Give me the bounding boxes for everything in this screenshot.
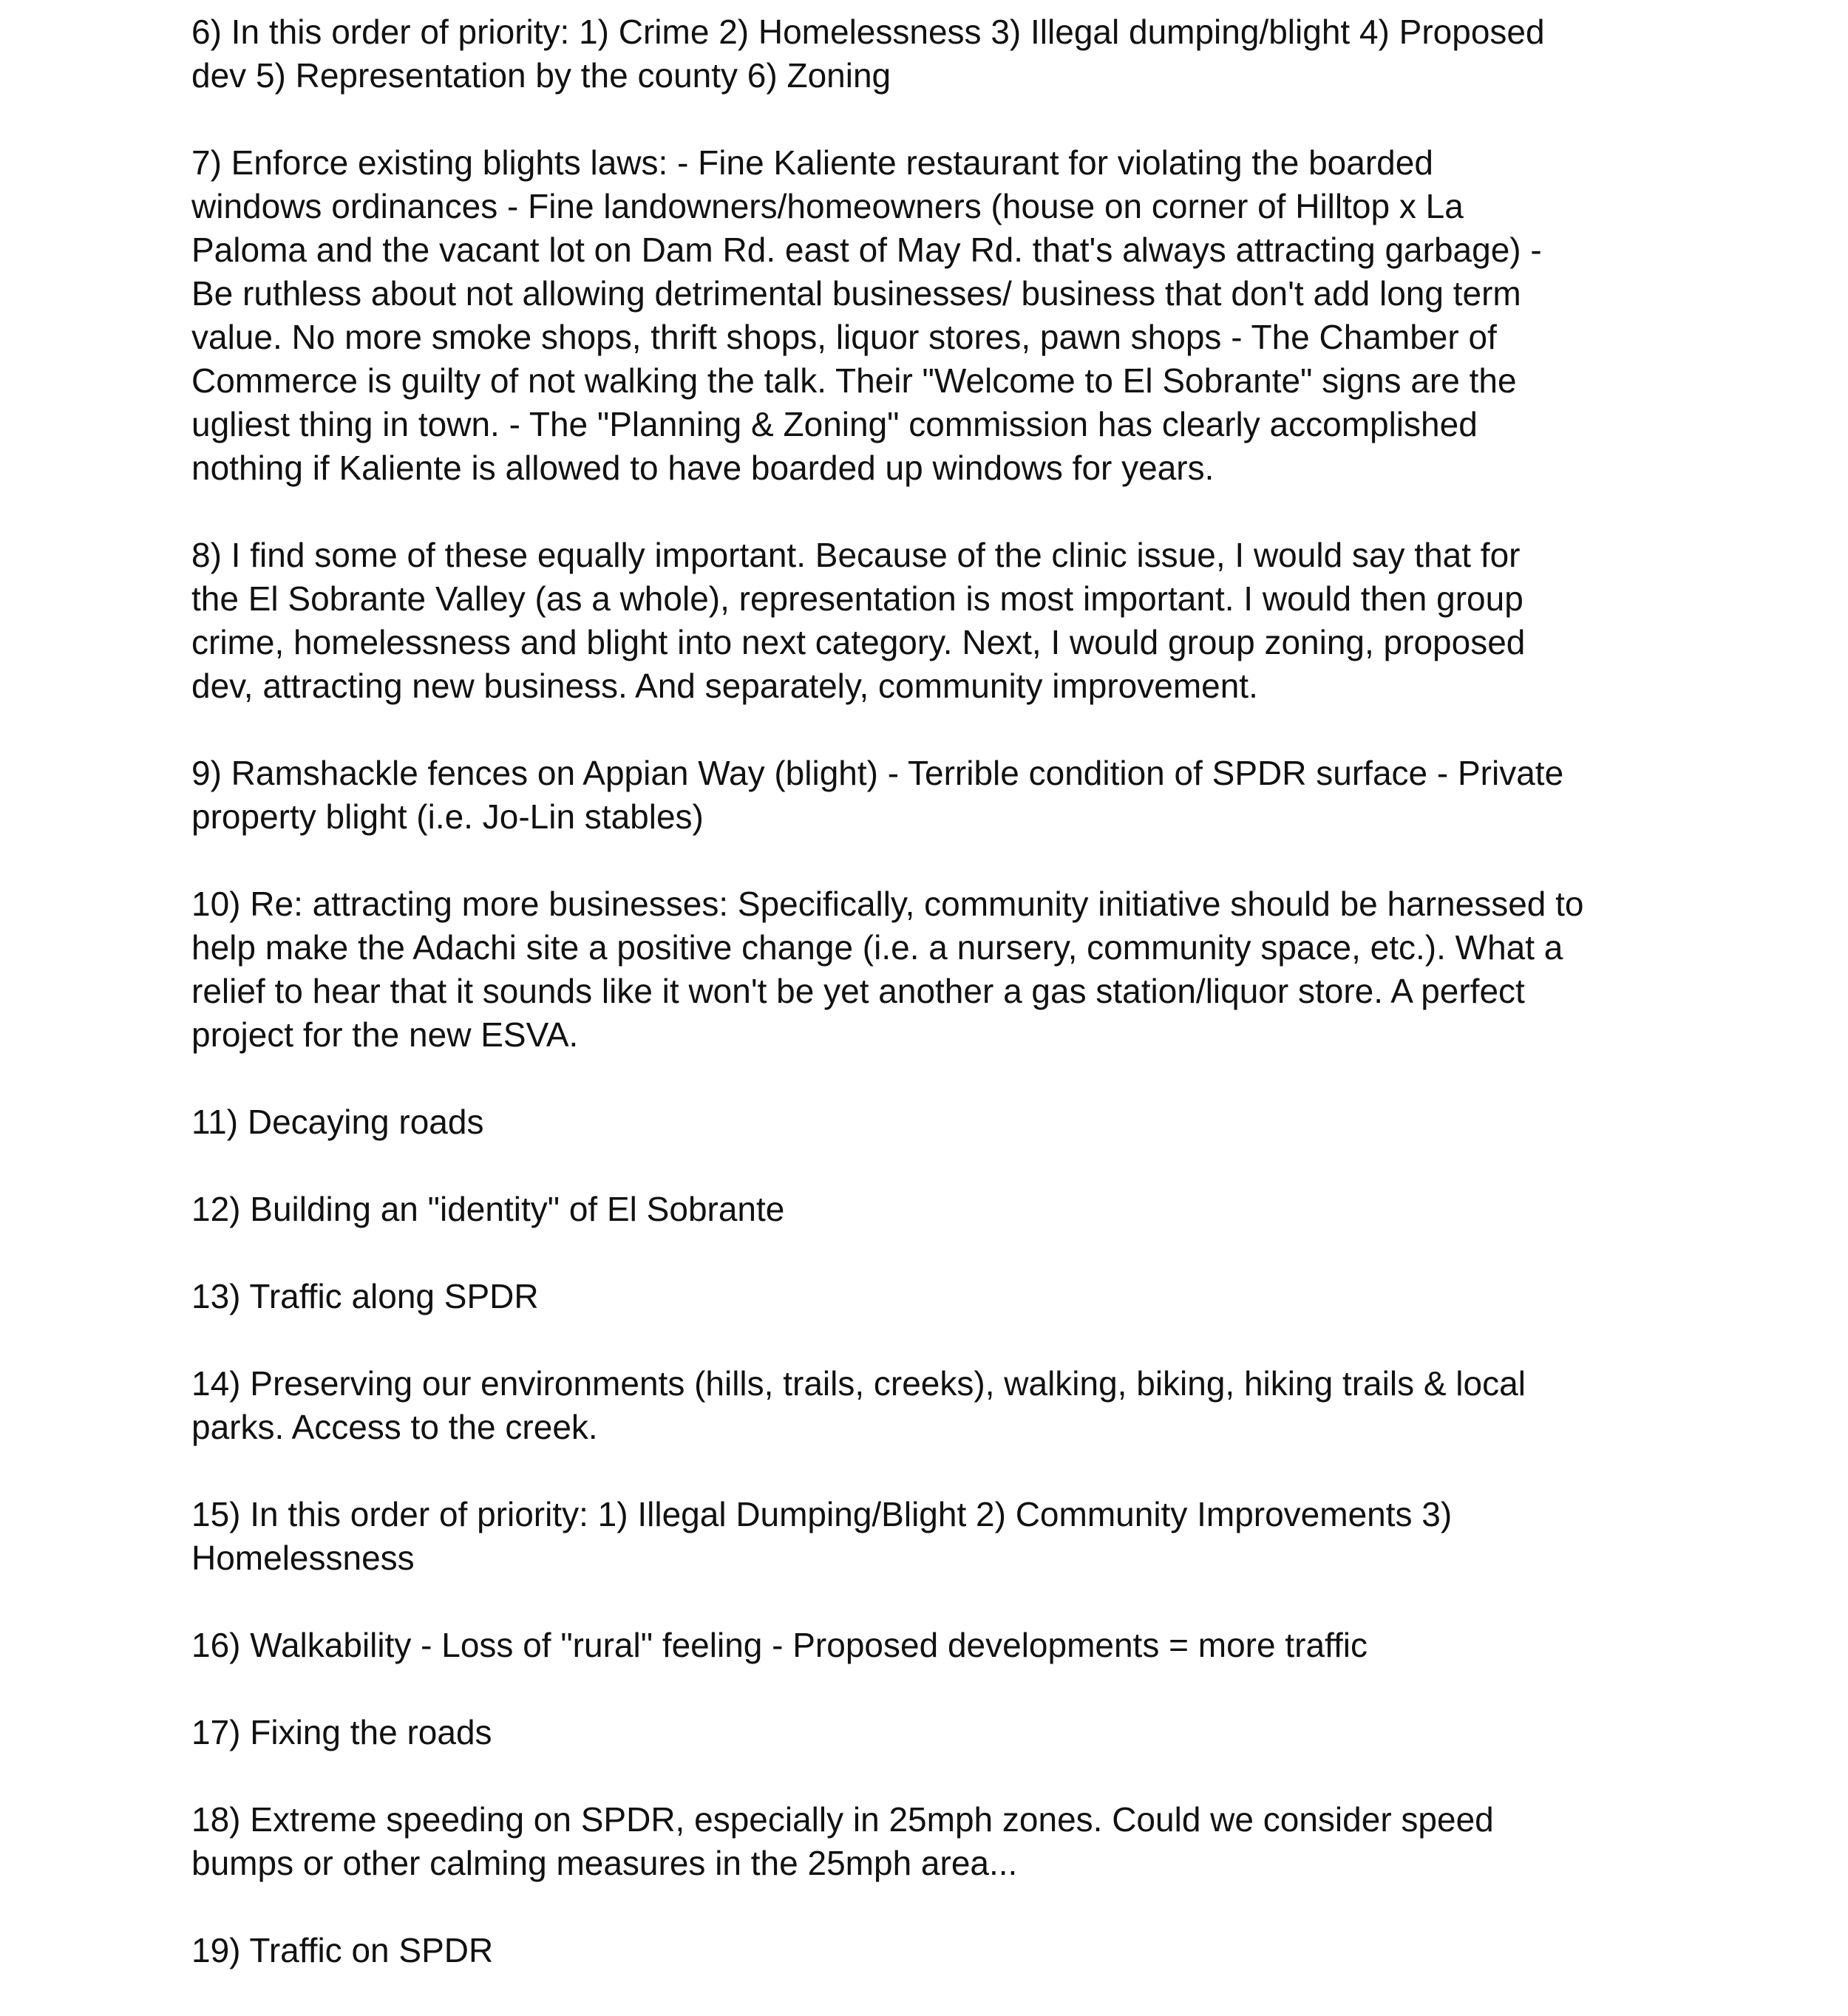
comment-paragraph — [191, 752, 1670, 839]
comment-line: Homelessness — [191, 1539, 415, 1577]
comment-line: help make the Adachi site a positive change (i.e. a nursery, community space, etc.). What a — [191, 928, 1563, 967]
comment-line: 13) Traffic along SPDR — [191, 1277, 539, 1315]
comment-paragraph — [191, 1100, 1670, 1144]
comment-line: dev 5) Representation by the county 6) Zoning — [191, 56, 891, 95]
comment-paragraph — [191, 1624, 1670, 1667]
comment-line: nothing if Kaliente is allowed to have boarded up windows for years. — [191, 449, 1215, 487]
comment-paragraph — [191, 10, 1670, 98]
comment-paragraph — [191, 1798, 1670, 1885]
comment-line: 7) Enforce existing blights laws: - Fine Kaliente restaurant for violating the boarded — [191, 143, 1433, 182]
comment-line: Paloma and the vacant lot on Dam Rd. east of May Rd. that's always attracting garbage) - — [191, 231, 1542, 269]
comment-line: windows ordinances - Fine landowners/homeowners (house on corner of Hilltop x La — [191, 187, 1464, 225]
comment-line: 11) Decaying roads — [191, 1103, 484, 1141]
comment-line: 15) In this order of priority: 1) Illegal Dumping/Blight 2) Community Improvements 3) — [191, 1495, 1453, 1533]
comment-paragraph — [191, 1275, 1670, 1318]
comment-line: property blight (i.e. Jo-Lin stables) — [191, 797, 704, 836]
comment-line: 8) I find some of these equally important. Because of the clinic issue, I would say that for — [191, 536, 1521, 574]
comment-paragraph — [191, 882, 1670, 1057]
comment-line: project for the new ESVA. — [191, 1015, 579, 1054]
comment-paragraph — [191, 141, 1670, 490]
comment-line: 12) Building an "identity" of El Sobrante — [191, 1190, 785, 1228]
comment-line: 16) Walkability - Loss of "rural" feeling - Proposed developments = more traffic — [191, 1626, 1368, 1664]
comment-line: parks. Access to the creek. — [191, 1408, 598, 1446]
comment-line: crime, homelessness and blight into next category. Next, I would group zoning, proposed — [191, 623, 1526, 661]
comment-line: dev, attracting new business. And separately, community improvement. — [191, 667, 1258, 705]
comment-line: bumps or other calming measures in the 25mph area... — [191, 1844, 1018, 1882]
comment-line: 19) Traffic on SPDR — [191, 1931, 494, 1969]
comment-line: value. No more smoke shops, thrift shops, liquor stores, pawn shops - The Chamber of — [191, 318, 1497, 356]
comment-line: ugliest thing in town. - The "Planning & Zoning" commission has clearly accomplished — [191, 405, 1478, 443]
comment-paragraph — [191, 1188, 1670, 1231]
comments-list — [191, 10, 1670, 2016]
comment-paragraph — [191, 1493, 1670, 1580]
comment-paragraph — [191, 534, 1670, 708]
comment-line: relief to hear that it sounds like it won't be yet another a gas station/liquor store. A perfect — [191, 972, 1525, 1010]
comment-line: 6) In this order of priority: 1) Crime 2) Homelessness 3) Illegal dumping/blight 4) Proposed — [191, 13, 1545, 51]
comment-line: Commerce is guilty of not walking the talk. Their "Welcome to El Sobrante" signs are the — [191, 361, 1517, 400]
comment-line: 14) Preserving our environments (hills, trails, creeks), walking, biking, hiking trails & local — [191, 1364, 1526, 1403]
comment-line: 18) Extreme speeding on SPDR, especially in 25mph zones. Could we consider speed — [191, 1800, 1494, 1839]
comment-line: the El Sobrante Valley (as a whole), representation is most important. I would then group — [191, 579, 1523, 618]
comment-line: 9) Ramshackle fences on Appian Way (blight) - Terrible condition of SPDR surface - Private — [191, 754, 1564, 792]
comment-paragraph — [191, 1362, 1670, 1449]
comment-paragraph — [191, 1929, 1670, 1972]
comment-line: 17) Fixing the roads — [191, 1713, 492, 1751]
comment-line: Be ruthless about not allowing detrimental businesses/ business that don't add long term — [191, 274, 1521, 313]
comment-paragraph — [191, 1711, 1670, 1754]
comment-line: 10) Re: attracting more businesses: Specifically, community initiative should be harnessed to — [191, 885, 1584, 923]
